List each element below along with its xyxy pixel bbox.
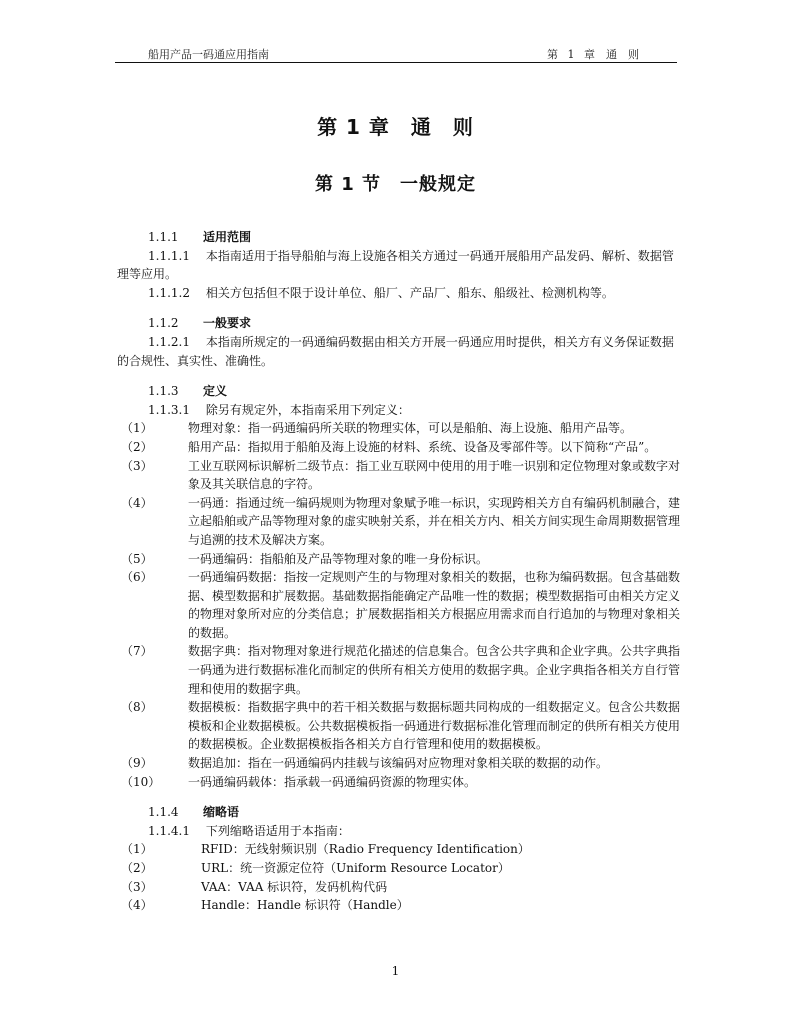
definition-item: （9） 数据追加：指在一码通编码内挂载与该编码对应物理对象相关联的数据的动作。: [121, 756, 609, 771]
definition-item: （3） 工业互联网标识解析二级节点：指工业互联网中使用的用于唯一识别和定位物理对象或数字对象及其关联信息的字符。: [121, 458, 681, 492]
running-header-right: 第 1 章 通 则: [547, 48, 639, 61]
document-body: [117, 228, 683, 915]
clause-1-1-1-2: 1.1.1.2 相关方包括但不限于设计单位、船厂、产品厂、船东、船级社、检测机构等。: [148, 285, 614, 300]
clause-1-1-4-1: 1.1.4.1 下列缩略语适用于本指南：: [148, 823, 350, 838]
page-number: 1: [391, 964, 400, 978]
section-title: 第 1 节 一般规定: [314, 174, 477, 195]
definition-item: （6） 一码通编码数据：指按一定规则产生的与物理对象相关的数据，也称为编码数据。包含基础数据、模型数据和扩展数据。基础数据指能确定产品唯一性的数据；模型数据指可由相关方定义的物理对象所对应的分类信息；扩展数据指相关方根据应用需求而自行追加的与物理对象相关的数据。: [121, 570, 681, 640]
heading-1-1-3: 1.1.3 定义: [148, 384, 228, 399]
definition-item: （10） 一码通编码载体：指承载一码通编码资源的物理实体。: [121, 774, 477, 789]
abbreviation-item: （1） RFID：无线射频识别（Radio Frequency Identification）: [121, 842, 530, 857]
definition-item: （7） 数据字典：指对物理对象进行规范化描述的信息集合。包含公共字典和企业字典。公共字典指一码通为进行数据标准化而制定的供所有相关方使用的数据字典。企业字典指各相关方自行管理和使用的数据字典。: [121, 644, 681, 696]
definition-item: （5） 一码通编码：指船舶及产品等物理对象的唯一身份标识。: [121, 551, 489, 566]
definition-item: （2） 船用产品：指拟用于船舶及海上设施的材料、系统、设备及零部件等。以下简称“产品”。: [121, 439, 657, 454]
definition-item: （4） 一码通：指通过统一编码规则为物理对象赋予唯一标识，实现跨相关方自有编码机制融合，建立起船舶或产品等物理对象的虚实映射关系，并在相关方内、相关方间实现生命周期数据管理与追溯的技术及解决方案。: [121, 495, 681, 547]
header-rule: [115, 62, 677, 63]
chapter-title: 第 1 章 通 则: [317, 115, 474, 139]
abbreviation-item: （4） Handle：Handle 标识符（Handle）: [121, 898, 409, 913]
heading-1-1-1: 1.1.1 适用范围: [148, 230, 252, 244]
heading-1-1-4: 1.1.4 缩略语: [148, 805, 240, 820]
clause-1-1-1-1: 1.1.1.1 本指南适用于指导船舶与海上设施各相关方通过一码通开展船用产品发码、解析、数据管理等应用。: [117, 248, 674, 282]
definition-item: （1） 物理对象：指一码通编码所关联的物理实体，可以是船舶、海上设施、船用产品等。: [121, 421, 633, 436]
heading-1-1-2: 1.1.2 一般要求: [148, 316, 252, 331]
definition-item: （8） 数据模板：指数据字典中的若干相关数据与数据标题共同构成的一组数据定义。包含公共数据模板和企业数据模板。公共数据模板指一码通进行数据标准化管理而制定的供所有相关方使用的数据模板。企业数据模板指各相关方自行管理和使用的数据模板。: [121, 700, 681, 752]
clause-1-1-3-1: 1.1.3.1 除另有规定外，本指南采用下列定义：: [148, 402, 410, 417]
running-header-left: 船用产品一码通应用指南: [148, 48, 269, 61]
abbreviation-item: （2） URL：统一资源定位符（Uniform Resource Locator）: [121, 861, 510, 875]
abbreviation-item: （3） VAA：VAA 标识符，发码机构代码: [121, 879, 388, 894]
clause-1-1-2-1: 1.1.2.1 本指南所规定的一码通编码数据由相关方开展一码通应用时提供，相关方有义务保证数据的合规性、真实性、准确性。: [117, 334, 674, 368]
